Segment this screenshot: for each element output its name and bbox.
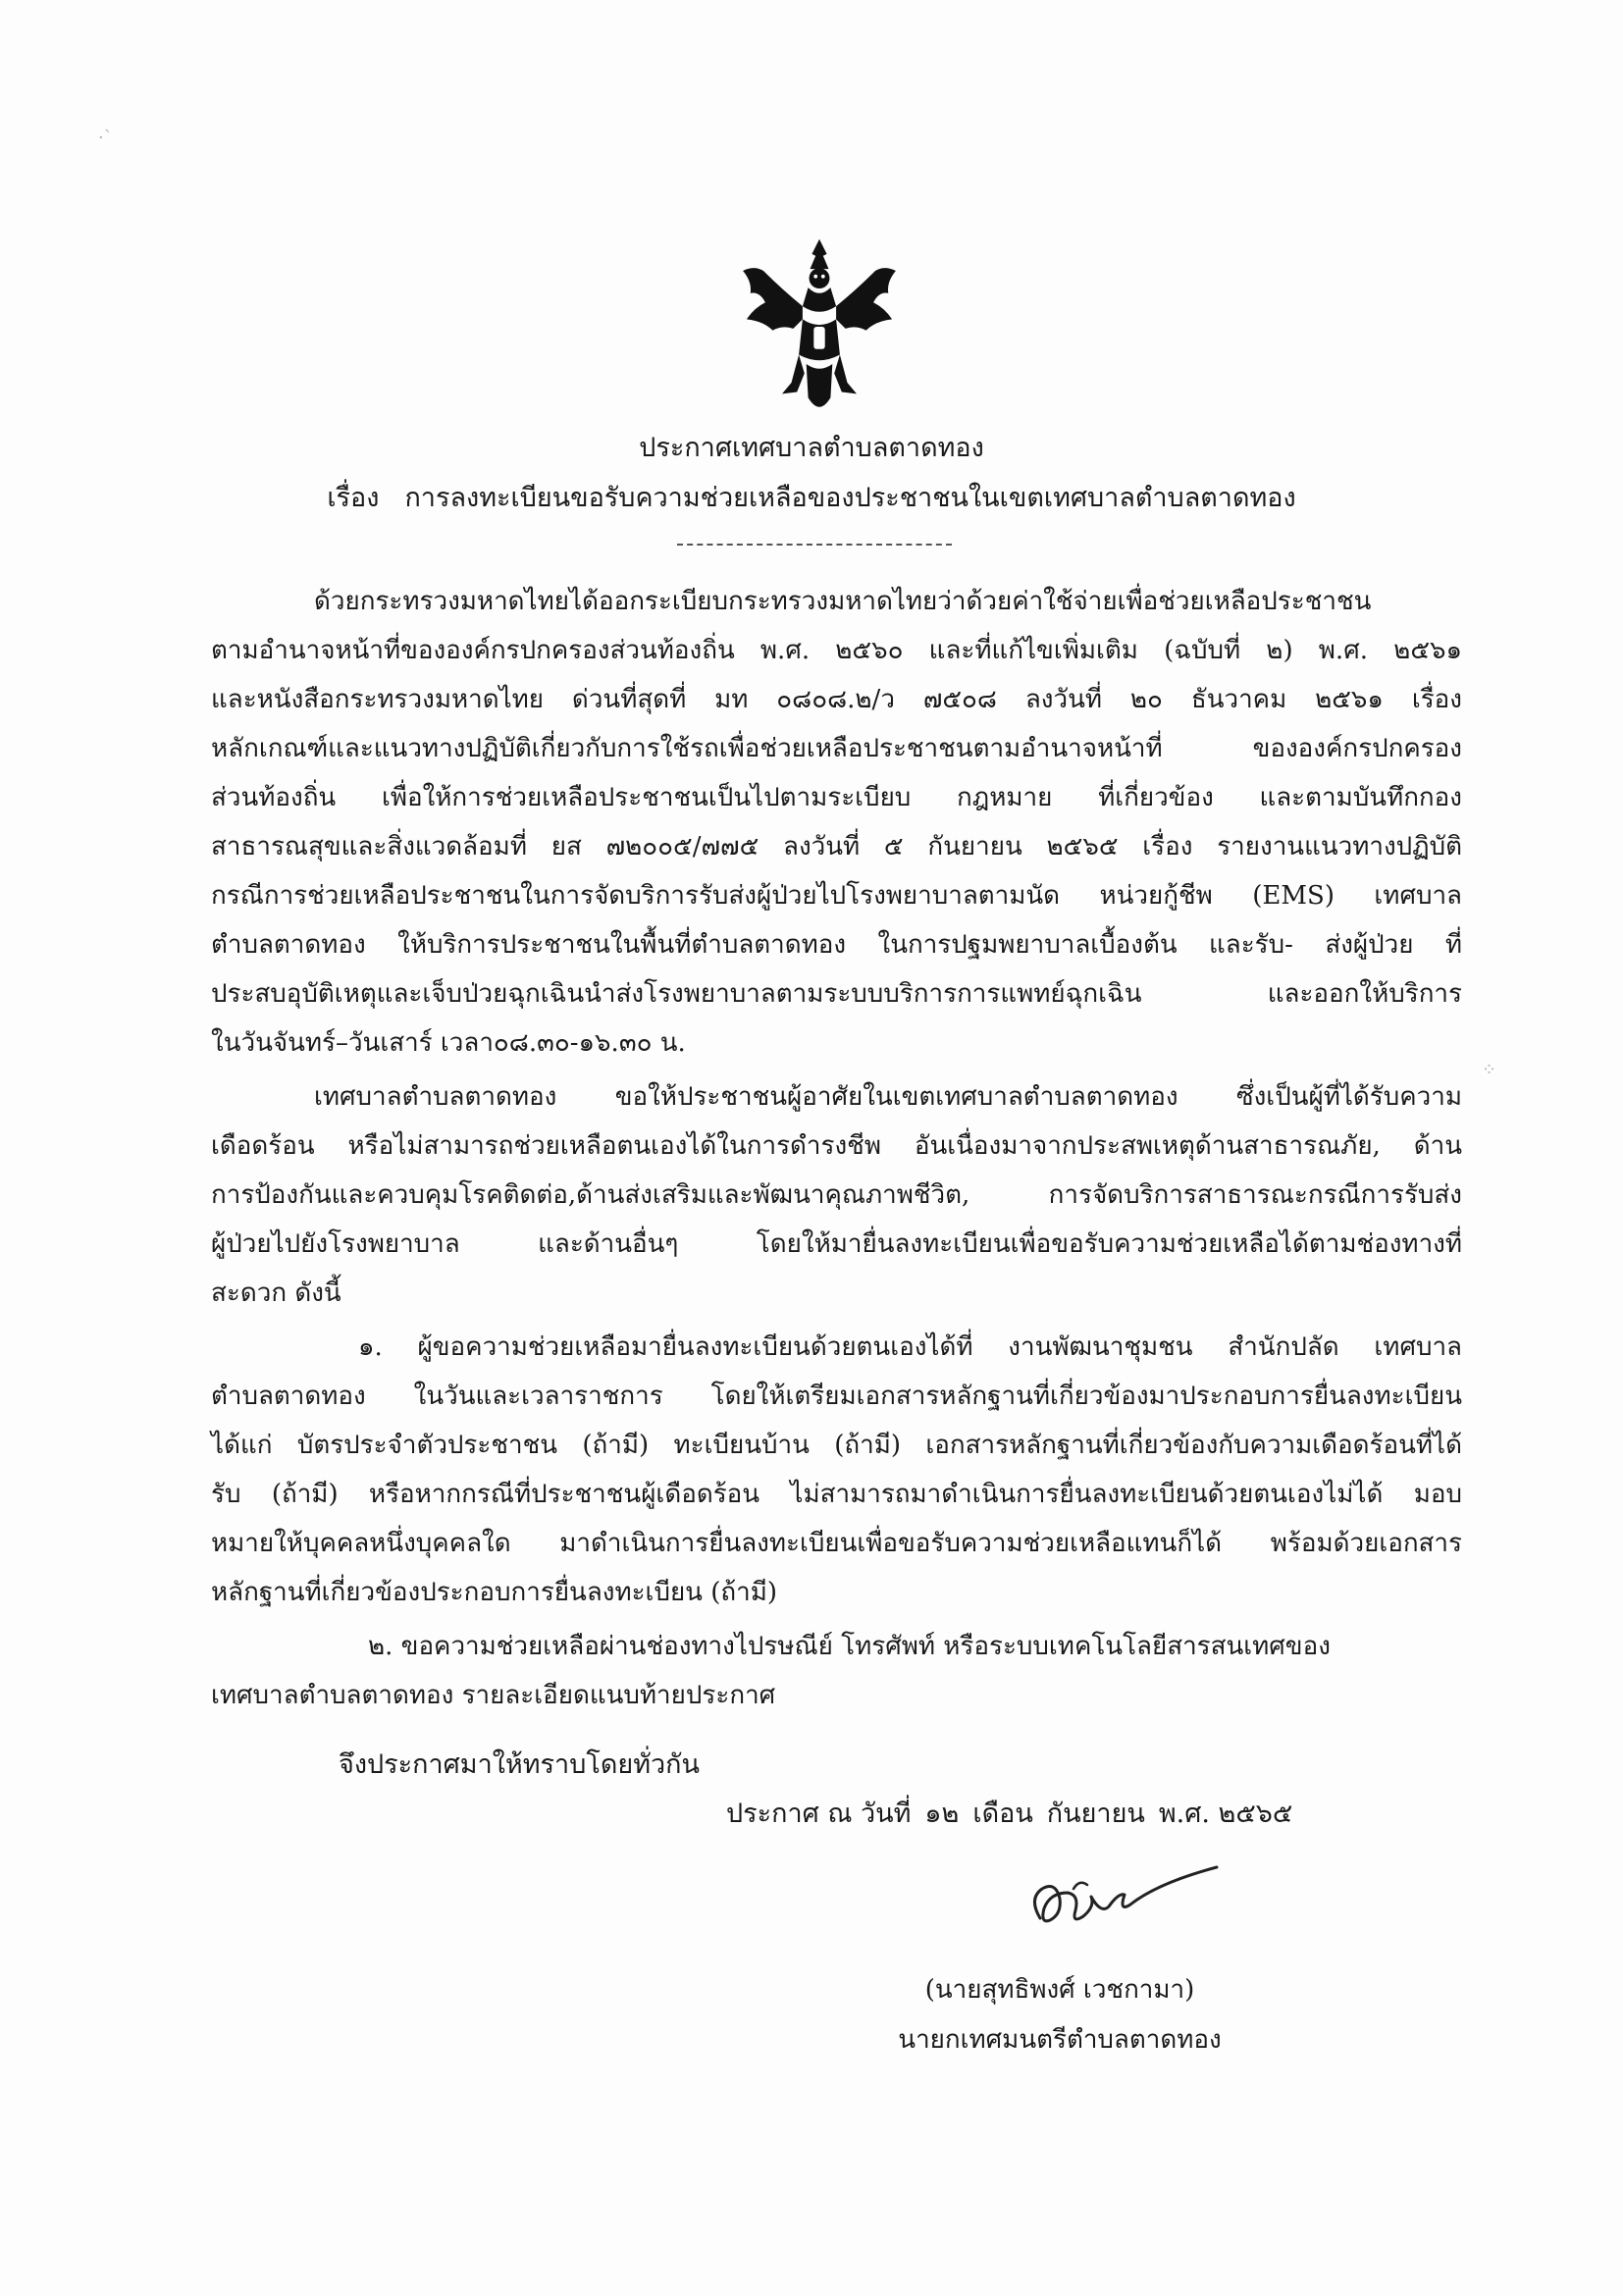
paragraph-1-line: ด้วยกระทรวงมหาดไทยได้ออกระเบียบกระทรวงมหาดไทยว่าด้วยค่าใช้จ่ายเพื่อช่วยเหลือประชาชน xyxy=(314,587,1372,616)
item-2-line: เทศบาลตำบลตาดทอง รายละเอียดแนบท้ายประกาศ xyxy=(211,1681,776,1710)
date-prefix: ประกาศ ณ วันที่ xyxy=(726,1799,912,1829)
scan-speck: ⁘ xyxy=(1482,1060,1497,1080)
item-1-line: ตำบลตาดทอง ในวันและเวลาราชการ โดยให้เตรียมเอกสารหลักฐานที่เกี่ยวข้องมาประกอบการยื่นลงทะเบียน xyxy=(211,1382,1462,1411)
item-1-line: หมายให้บุคคลหนึ่งบุคคลใด มาดำเนินการยื่นลงทะเบียนเพื่อขอรับความช่วยเหลือแทนก็ได้ พร้อมด้วยเอกสาร xyxy=(211,1529,1462,1558)
item-1-line: หลักฐานที่เกี่ยวข้องประกอบการยื่นลงทะเบียน (ถ้ามี) xyxy=(211,1578,777,1607)
paragraph-1-line: ในวันจันทร์–วันเสาร์ เวลา๐๘.๓๐-๑๖.๓๐ น. xyxy=(211,1028,686,1058)
paragraph-2-line: การป้องกันและควบคุมโรคติดต่อ,ด้านส่งเสริมและพัฒนาคุณภาพชีวิต, การจัดบริการสาธารณะกรณีการรับส่ง xyxy=(211,1180,1462,1210)
paragraph-2-line: เดือดร้อน หรือไม่สามารถช่วยเหลือตนเองได้ในการดำรงชีพ อันเนื่องมาจากประสพเหตุด้านสาธารณภัย, ด้าน xyxy=(211,1131,1462,1161)
date-month: กันยายน xyxy=(1046,1799,1145,1829)
paragraph-1-line: ส่วนท้องถิ่น เพื่อให้การช่วยเหลือประชาชนเป็นไปตามระเบียบ กฎหมาย ที่เกี่ยวข้อง และตามบันทึกกอง xyxy=(211,783,1462,812)
document-subject xyxy=(0,476,1623,518)
document-title: ประกาศเทศบาลตำบลตาดทอง xyxy=(639,433,984,463)
garuda-emblem-icon xyxy=(726,234,913,420)
paragraph-1-line: สาธารณสุขและสิ่งแวดล้อมที่ ยส ๗๒๐๐๕/๗๗๕ ลงวันที่ ๕ กันยายน ๒๕๖๕ เรื่อง รายงานแนวทางปฏิบัติ xyxy=(211,832,1462,861)
item-2-line: ๒. ขอความช่วยเหลือผ่านช่องทางไปรษณีย์ โทรศัพท์ หรือระบบเทคโนโลยีสารสนเทศของ xyxy=(368,1632,1331,1661)
paragraph-1-line: ตำบลตาดทอง ให้บริการประชาชนในพื้นที่ตำบลตาดทอง ในการปฐมพยาบาลเบื้องต้น และรับ- ส่งผู้ป่วย ที่ xyxy=(211,930,1462,960)
paragraph-2-line: สะดวก ดังนี้ xyxy=(211,1278,341,1308)
subject-text: การลงทะเบียนขอรับความช่วยเหลือของประชาชนในเขตเทศบาลตำบลตาดทอง xyxy=(404,483,1296,513)
paragraph-1-line: ประสบอุบัติเหตุและเจ็บป่วยฉุกเฉินนำส่งโรงพยาบาลตามระบบบริการการแพทย์ฉุกเฉิน และออกให้บริการ xyxy=(211,979,1462,1009)
paragraph-2-line: ผู้ป่วยไปยังโรงพยาบาล และด้านอื่นๆ โดยให้มายื่นลงทะเบียนเพื่อขอรับความช่วยเหลือได้ตามช่องทางที่ xyxy=(211,1229,1462,1259)
handwritten-signature-icon xyxy=(1011,1859,1227,1953)
paragraph-2-line: เทศบาลตำบลตาดทอง ขอให้ประชาชนผู้อาศัยในเขตเทศบาลตำบลตาดทอง ซึ่งเป็นผู้ที่ได้รับความ xyxy=(314,1082,1462,1112)
date-day: ๑๒ xyxy=(924,1799,960,1829)
paragraph-1-line: หลักเกณฑ์และแนวทางปฏิบัติเกี่ยวกับการใช้รถเพื่อช่วยเหลือประชาชนตามอำนาจหน้าที่ ขององค์กรปกครอง xyxy=(211,734,1462,763)
date-year: พ.ศ. ๒๕๖๕ xyxy=(1158,1799,1293,1829)
scan-speck: ·` xyxy=(98,128,113,148)
signer-title: นายกเทศมนตรีตำบลตาดทอง xyxy=(898,2025,1222,2055)
item-1-line: ๑. ผู้ขอความช่วยเหลือมายื่นลงทะเบียนด้วยตนเองได้ที่ งานพัฒนาชุมชน สำนักปลัด เทศบาล xyxy=(358,1332,1462,1362)
paragraph-1-line: กรณีการช่วยเหลือประชาชนในการจัดบริการรับส่งผู้ป่วยไปโรงพยาบาลตามนัด หน่วยกู้ชีพ (EMS) เทศบาล xyxy=(211,881,1462,911)
item-1-line: ได้แก่ บัตรประจำตัวประชาชน (ถ้ามี) ทะเบียนบ้าน (ถ้ามี) เอกสารหลักฐานที่เกี่ยวข้องกับความเดือดร้อนที่ได้ xyxy=(211,1431,1462,1460)
paragraph-1-line: และหนังสือกระทรวงมหาดไทย ด่วนที่สุดที่ มท ๐๘๐๘.๒/ว ๗๕๐๘ ลงวันที่ ๒๐ ธันวาคม ๒๕๖๑ เรื่อง xyxy=(211,685,1462,714)
signer-name: (นายสุทธิพงศ์ เวชกามา) xyxy=(924,1975,1195,2005)
paragraph-1-line: ตามอำนาจหน้าที่ขององค์กรปกครองส่วนท้องถิ่น พ.ศ. ๒๕๖๐ และที่แก้ไขเพิ่มเติม (ฉบับที่ ๒) พ.ศ. ๒๕๖๑ xyxy=(211,636,1462,665)
closing-statement: จึงประกาศมาให้ทราบโดยทั่วกัน xyxy=(339,1749,700,1780)
item-1-line: รับ (ถ้ามี) หรือหากกรณีที่ประชาชนผู้เดือดร้อน ไม่สามารถมาดำเนินการยื่นลงทะเบียนด้วยตนเองไม่ได้ มอบ xyxy=(211,1480,1462,1509)
date-month-label: เดือน xyxy=(972,1799,1033,1829)
title-divider xyxy=(677,544,952,546)
subject-label: เรื่อง xyxy=(327,483,380,513)
announcement-date xyxy=(726,1792,1306,1834)
